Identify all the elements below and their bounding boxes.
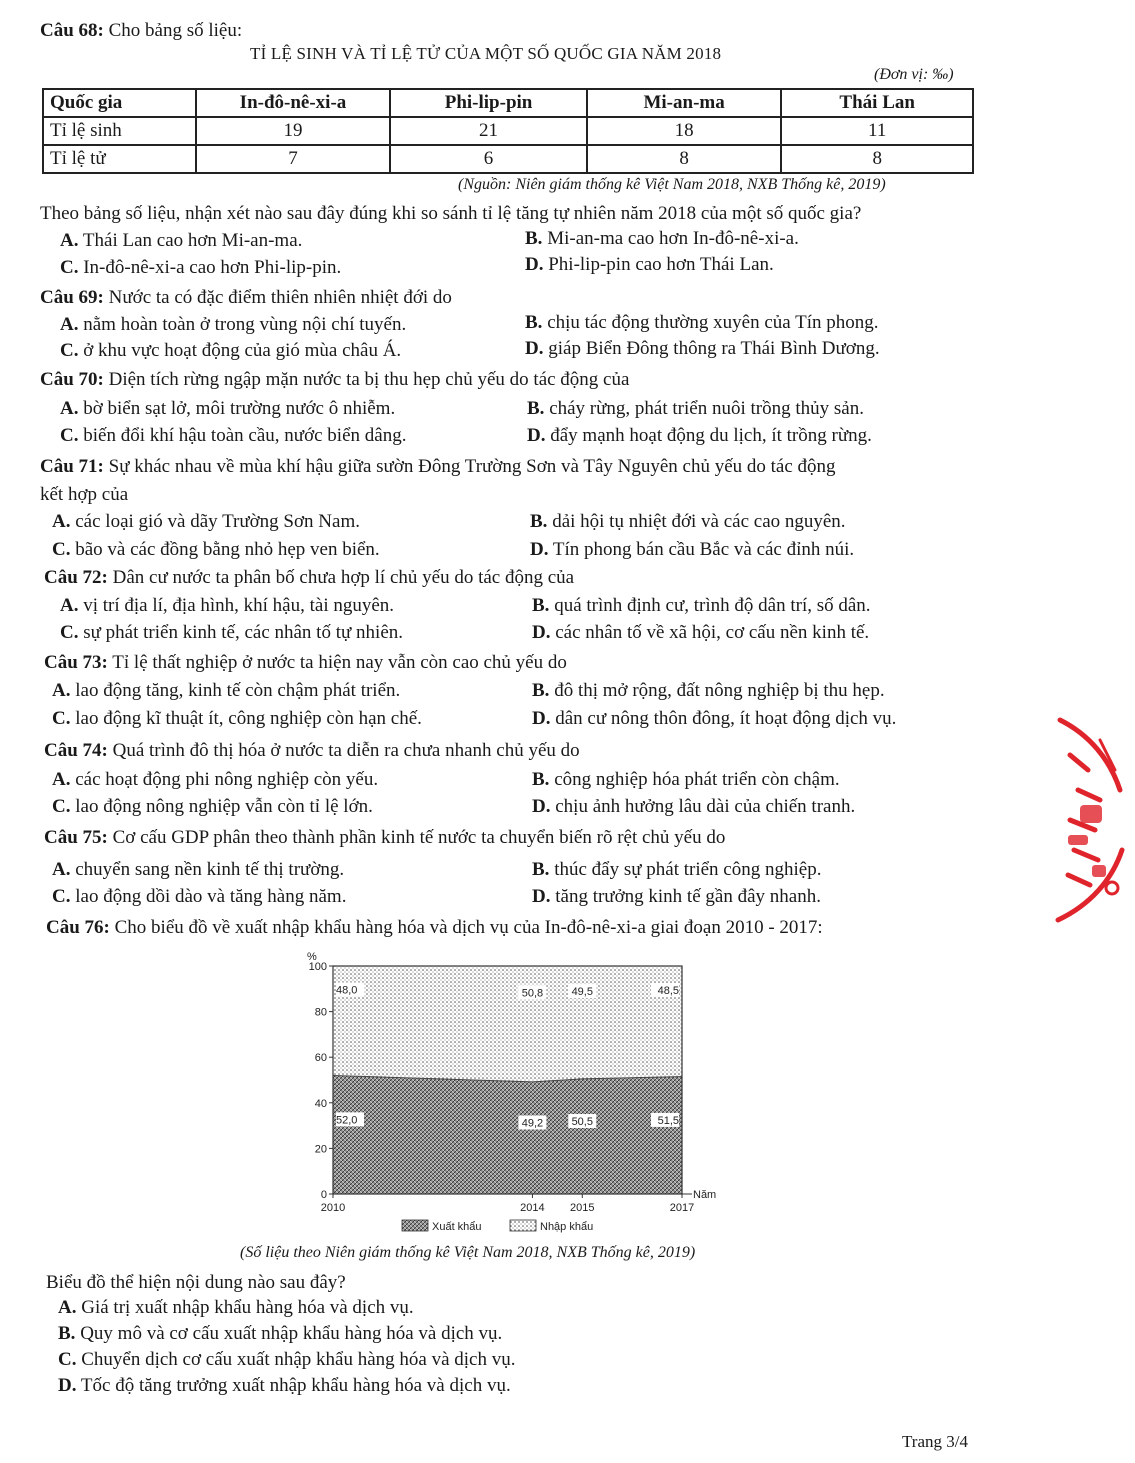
q73-option-d[interactable]: D. dân cư nông thôn đông, ít hoạt động dịch vụ. bbox=[532, 708, 897, 729]
table-cell: 18 bbox=[587, 117, 782, 145]
table-cell: 8 bbox=[587, 145, 782, 173]
q73-option-a[interactable]: A. lao động tăng, kinh tế còn chậm phát triển. bbox=[52, 680, 401, 701]
table-cell: 6 bbox=[390, 145, 587, 173]
q75-option-b[interactable]: B. thúc đẩy sự phát triển công nghiệp. bbox=[532, 859, 822, 880]
table-header-cell: Thái Lan bbox=[781, 89, 973, 117]
q75-option-a[interactable]: A. chuyển sang nền kinh tế thị trường. bbox=[52, 859, 345, 880]
q69-option-a[interactable]: A. nằm hoàn toàn ở trong vùng nội chí tuyến. bbox=[60, 314, 407, 335]
y-tick-label: 40 bbox=[314, 1097, 327, 1110]
table-cell: Tỉ lệ tử bbox=[43, 145, 196, 173]
q69-option-d[interactable]: D. giáp Biển Đông thông ra Thái Bình Dương. bbox=[525, 338, 880, 359]
q68-table bbox=[42, 88, 974, 174]
q68-question: Theo bảng số liệu, nhận xét nào sau đây đúng khi so sánh tỉ lệ tăng tự nhiên năm 2018 của một số quốc gia? bbox=[40, 203, 862, 224]
q68-source: (Nguồn: Niên giám thống kê Việt Nam 2018, NXB Thống kê, 2019) bbox=[458, 176, 886, 193]
q68-option-a[interactable]: A. Thái Lan cao hơn Mi-an-ma. bbox=[60, 230, 303, 251]
table-cell: 11 bbox=[781, 117, 973, 145]
y-tick-label: 0 bbox=[320, 1189, 327, 1201]
y-tick-label: 80 bbox=[314, 1006, 327, 1019]
q71-heading: Câu 71: Sự khác nhau về mùa khí hậu giữa sườn Đông Trường Sơn và Tây Nguyên chủ yếu do tác động bbox=[40, 456, 836, 477]
import-data-label: 48,5 bbox=[657, 984, 679, 997]
q76-option-a[interactable]: A. Giá trị xuất nhập khẩu hàng hóa và dịch vụ. bbox=[58, 1297, 414, 1318]
q76-question: Biểu đồ thể hiện nội dung nào sau đây? bbox=[46, 1272, 346, 1293]
q76-option-b[interactable]: B. Quy mô và cơ cấu xuất nhập khẩu hàng hóa và dịch vụ. bbox=[58, 1323, 503, 1344]
q68-unit: (Đơn vị: ‰) bbox=[874, 66, 954, 83]
q68-table-title: TỈ LỆ SINH VÀ TỈ LỆ TỬ CỦA MỘT SỐ QUỐC GIA NĂM 2018 bbox=[250, 44, 722, 63]
table-header-cell: In-đô-nê-xi-a bbox=[196, 89, 391, 117]
q72-option-d[interactable]: D. các nhân tố về xã hội, cơ cấu nền kinh tế. bbox=[532, 622, 870, 643]
q76-option-c[interactable]: C. Chuyển dịch cơ cấu xuất nhập khẩu hàng hóa và dịch vụ. bbox=[58, 1349, 516, 1370]
table-row bbox=[43, 117, 973, 145]
q71-option-c[interactable]: C. bão và các đồng bằng nhỏ hẹp ven biển. bbox=[52, 539, 380, 560]
table-cell: 7 bbox=[196, 145, 391, 173]
table-row bbox=[43, 145, 973, 173]
q73-option-b[interactable]: B. đô thị mở rộng, đất nông nghiệp bị thu hẹp. bbox=[532, 680, 885, 701]
x-tick-label: 2017 bbox=[669, 1202, 695, 1214]
export-data-label: 49,2 bbox=[521, 1117, 544, 1130]
q73-option-c[interactable]: C. lao động kĩ thuật ít, công nghiệp còn hạn chế. bbox=[52, 708, 422, 729]
table-cell: 8 bbox=[781, 145, 973, 173]
q72-option-a[interactable]: A. vị trí địa lí, địa hình, khí hậu, tài nguyên. bbox=[60, 595, 395, 616]
q68-option-c[interactable]: C. In-đô-nê-xi-a cao hơn Phi-lip-pin. bbox=[60, 257, 342, 278]
y-tick-label: 100 bbox=[308, 961, 327, 973]
chart-plot-area bbox=[307, 951, 716, 1233]
q72-option-b[interactable]: B. quá trình định cư, trình độ dân trí, số dân. bbox=[532, 595, 871, 616]
q68-option-b[interactable]: B. Mi-an-ma cao hơn In-đô-nê-xi-a. bbox=[525, 228, 799, 249]
q71-option-d[interactable]: D. Tín phong bán cầu Bắc và các đỉnh núi. bbox=[530, 539, 855, 560]
q70-option-d[interactable]: D. đẩy mạnh hoạt động du lịch, ít trồng rừng. bbox=[527, 425, 872, 446]
q70-option-b[interactable]: B. cháy rừng, phát triển nuôi trồng thủy sản. bbox=[527, 398, 864, 419]
q70-option-a[interactable]: A. bờ biển sạt lở, môi trường nước ô nhiễm. bbox=[60, 398, 396, 419]
legend-label-export: Xuất khẩu bbox=[432, 1221, 482, 1233]
y-tick-label: 20 bbox=[314, 1143, 327, 1156]
legend-swatch-export bbox=[402, 1220, 428, 1231]
q75-option-d[interactable]: D. tăng trưởng kinh tế gần đây nhanh. bbox=[532, 886, 821, 907]
q69-option-c[interactable]: C. ở khu vực hoạt động của gió mùa châu Á. bbox=[60, 340, 402, 361]
q72-option-c[interactable]: C. sự phát triển kinh tế, các nhân tố tự nhiên. bbox=[60, 622, 403, 643]
q76-chart-source: (Số liệu theo Niên giám thống kê Việt Nam 2018, NXB Thống kê, 2019) bbox=[240, 1244, 696, 1261]
q75-heading: Câu 75: Cơ cấu GDP phân theo thành phần kinh tế nước ta chuyển biến rõ rệt chủ yếu do bbox=[44, 827, 726, 848]
table-cell: 19 bbox=[196, 117, 391, 145]
q69-heading: Câu 69: Nước ta có đặc điểm thiên nhiên nhiệt đới do bbox=[40, 287, 452, 308]
legend-label-import: Nhập khẩu bbox=[540, 1221, 594, 1233]
import-data-label: 50,8 bbox=[521, 987, 544, 1000]
q70-heading: Câu 70: Diện tích rừng ngập mặn nước ta bị thu hẹp chủ yếu do tác động của bbox=[40, 369, 630, 390]
q71-option-b[interactable]: B. dải hội tụ nhiệt đới và các cao nguyên. bbox=[530, 511, 846, 532]
q72-heading: Câu 72: Dân cư nước ta phân bố chưa hợp lí chủ yếu do tác động của bbox=[44, 567, 575, 588]
table-cell: Tỉ lệ sinh bbox=[43, 117, 196, 145]
q74-option-c[interactable]: C. lao động nông nghiệp vẫn còn tỉ lệ lớn. bbox=[52, 796, 373, 817]
q74-option-b[interactable]: B. công nghiệp hóa phát triển còn chậm. bbox=[532, 769, 840, 790]
q68-heading: Câu 68: Cho bảng số liệu: bbox=[40, 20, 243, 41]
export-data-label: 50,5 bbox=[571, 1116, 593, 1129]
page-number: Trang 3/4 bbox=[902, 1432, 968, 1451]
legend-swatch-import bbox=[510, 1220, 536, 1231]
export-data-label: 52,0 bbox=[336, 1114, 358, 1127]
q75-option-c[interactable]: C. lao động dồi dào và tăng hàng năm. bbox=[52, 886, 347, 907]
x-tick-label: 2014 bbox=[520, 1202, 545, 1214]
q76-option-d[interactable]: D. Tốc độ tăng trưởng xuất nhập khẩu hàng hóa và dịch vụ. bbox=[58, 1375, 511, 1396]
q71-option-a[interactable]: A. các loại gió và dãy Trường Sơn Nam. bbox=[52, 511, 360, 532]
table-header-row bbox=[43, 89, 973, 117]
x-axis-label: Năm bbox=[693, 1189, 717, 1201]
q74-option-a[interactable]: A. các hoạt động phi nông nghiệp còn yếu. bbox=[52, 769, 379, 790]
export-import-chart bbox=[290, 945, 730, 1245]
table-header-cell: Phi-lip-pin bbox=[390, 89, 587, 117]
q74-heading: Câu 74: Quá trình đô thị hóa ở nước ta diễn ra chưa nhanh chủ yếu do bbox=[44, 740, 580, 761]
q73-heading: Câu 73: Tỉ lệ thất nghiệp ở nước ta hiện nay vẫn còn cao chủ yếu do bbox=[44, 652, 567, 673]
export-area bbox=[333, 1075, 682, 1194]
q76-heading: Câu 76: Cho biểu đồ về xuất nhập khẩu hàng hóa và dịch vụ của In-đô-nê-xi-a giai đoạn 2010 - 2017: bbox=[46, 917, 823, 938]
table-cell: 21 bbox=[390, 117, 587, 145]
x-tick-label: 2010 bbox=[320, 1202, 346, 1214]
table-header-cell: Quốc gia bbox=[43, 89, 196, 117]
x-tick-label: 2015 bbox=[570, 1202, 595, 1214]
q74-option-d[interactable]: D. chịu ảnh hưởng lâu dài của chiến tranh. bbox=[532, 796, 856, 817]
y-tick-label: 60 bbox=[314, 1052, 327, 1065]
import-data-label: 48,0 bbox=[336, 984, 358, 997]
red-stamp-image bbox=[1040, 700, 1135, 930]
import-data-label: 49,5 bbox=[571, 986, 593, 999]
y-axis-label: % bbox=[307, 951, 317, 963]
q70-option-c[interactable]: C. biến đổi khí hậu toàn cầu, nước biển dâng. bbox=[60, 425, 407, 446]
export-data-label: 51,5 bbox=[657, 1114, 679, 1127]
table-header-cell: Mi-an-ma bbox=[587, 89, 782, 117]
q69-option-b[interactable]: B. chịu tác động thường xuyên của Tín phong. bbox=[525, 312, 879, 333]
q68-option-d[interactable]: D. Phi-lip-pin cao hơn Thái Lan. bbox=[525, 254, 774, 275]
q71-heading-cont: kết hợp của bbox=[40, 484, 129, 505]
